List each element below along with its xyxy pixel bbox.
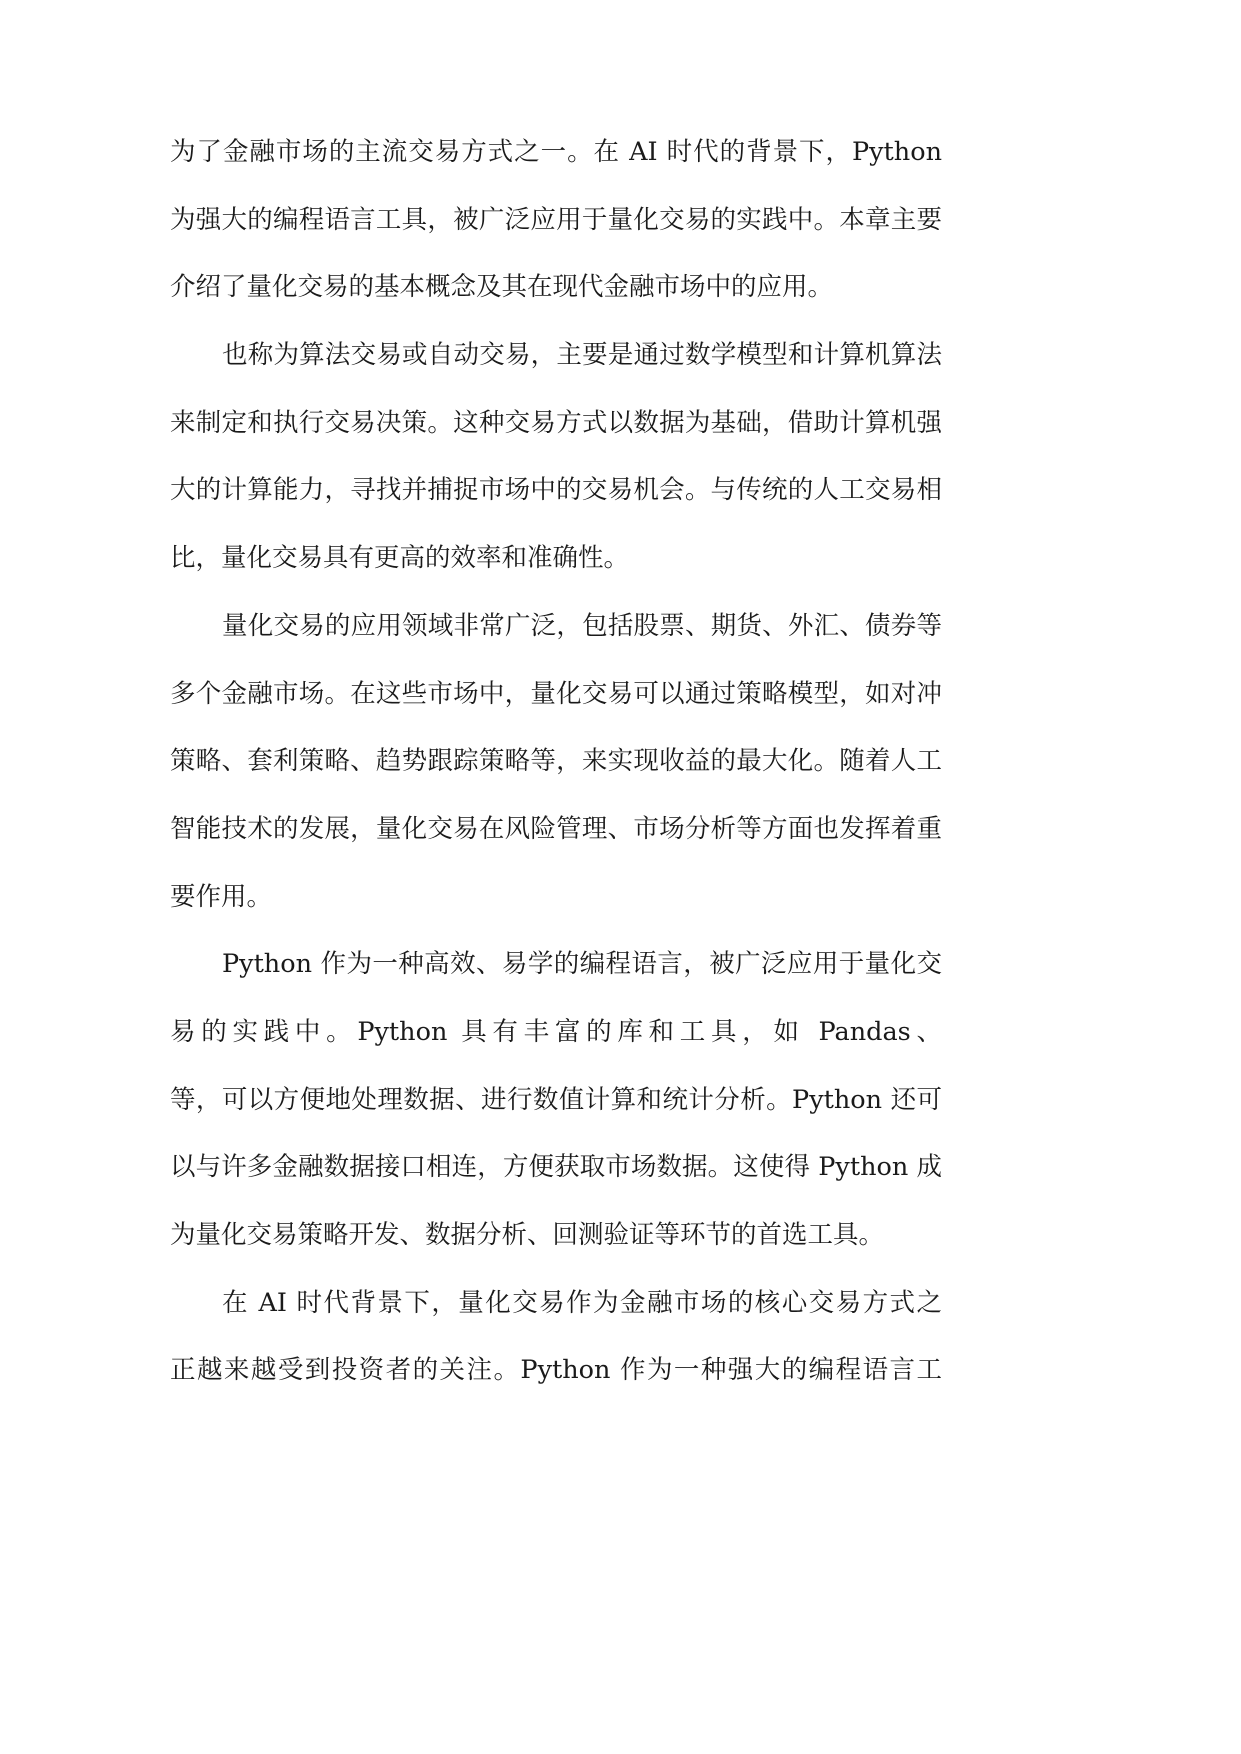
text-line: 易的实践中。Python 具有丰富的库和工具，如 Pandas、 [170, 1016, 942, 1047]
text-line: 为强大的编程语言工具，被广泛应用于量化交易的实践中。本章主要 [170, 204, 942, 235]
paragraph [170, 322, 942, 593]
paragraph [170, 931, 942, 1269]
text-line: 来制定和执行交易决策。这种交易方式以数据为基础，借助计算机强 [170, 407, 942, 438]
text-line: 为了金融市场的主流交易方式之一。在 AI 时代的背景下，Python [170, 137, 942, 167]
text-line: Python 作为一种高效、易学的编程语言，被广泛应用于量化交 [222, 949, 942, 980]
text-line: 正越来越受到投资者的关注。Python 作为一种强大的编程语言工 [170, 1355, 942, 1386]
text-line: 量化交易的应用领域非常广泛，包括股票、期货、外汇、债券等 [222, 610, 942, 641]
text-line: 比，量化交易具有更高的效率和准确性。 [170, 543, 630, 574]
text-line: 在 AI 时代背景下，量化交易作为金融市场的核心交易方式之 [222, 1287, 942, 1318]
text-line: 多个金融市场。在这些市场中，量化交易可以通过策略模型，如对冲 [170, 678, 942, 709]
text-line: 为量化交易策略开发、数据分析、回测验证等环节的首选工具。 [170, 1220, 885, 1250]
text-line: 以与许多金融数据接口相连，方便获取市场数据。这使得 Python 成 [170, 1152, 942, 1183]
text-line: 等，可以方便地处理数据、进行数值计算和统计分析。Python 还可 [170, 1084, 942, 1115]
text-line: 介绍了量化交易的基本概念及其在现代金融市场中的应用。 [170, 272, 834, 303]
text-line: 要作用。 [170, 881, 273, 912]
body-text [170, 119, 942, 1405]
text-line: 策略、套利策略、趋势跟踪策略等，来实现收益的最大化。随着人工 [170, 746, 942, 777]
paragraph [170, 1270, 942, 1405]
text-line: 智能技术的发展，量化交易在风险管理、市场分析等方面也发挥着重 [170, 813, 942, 844]
text-line: 大的计算能力，寻找并捕捉市场中的交易机会。与传统的人工交易相 [170, 475, 942, 506]
text-line: 也称为算法交易或自动交易，主要是通过数学模型和计算机算法 [222, 340, 942, 371]
paragraph [170, 119, 942, 322]
paragraph [170, 593, 942, 931]
